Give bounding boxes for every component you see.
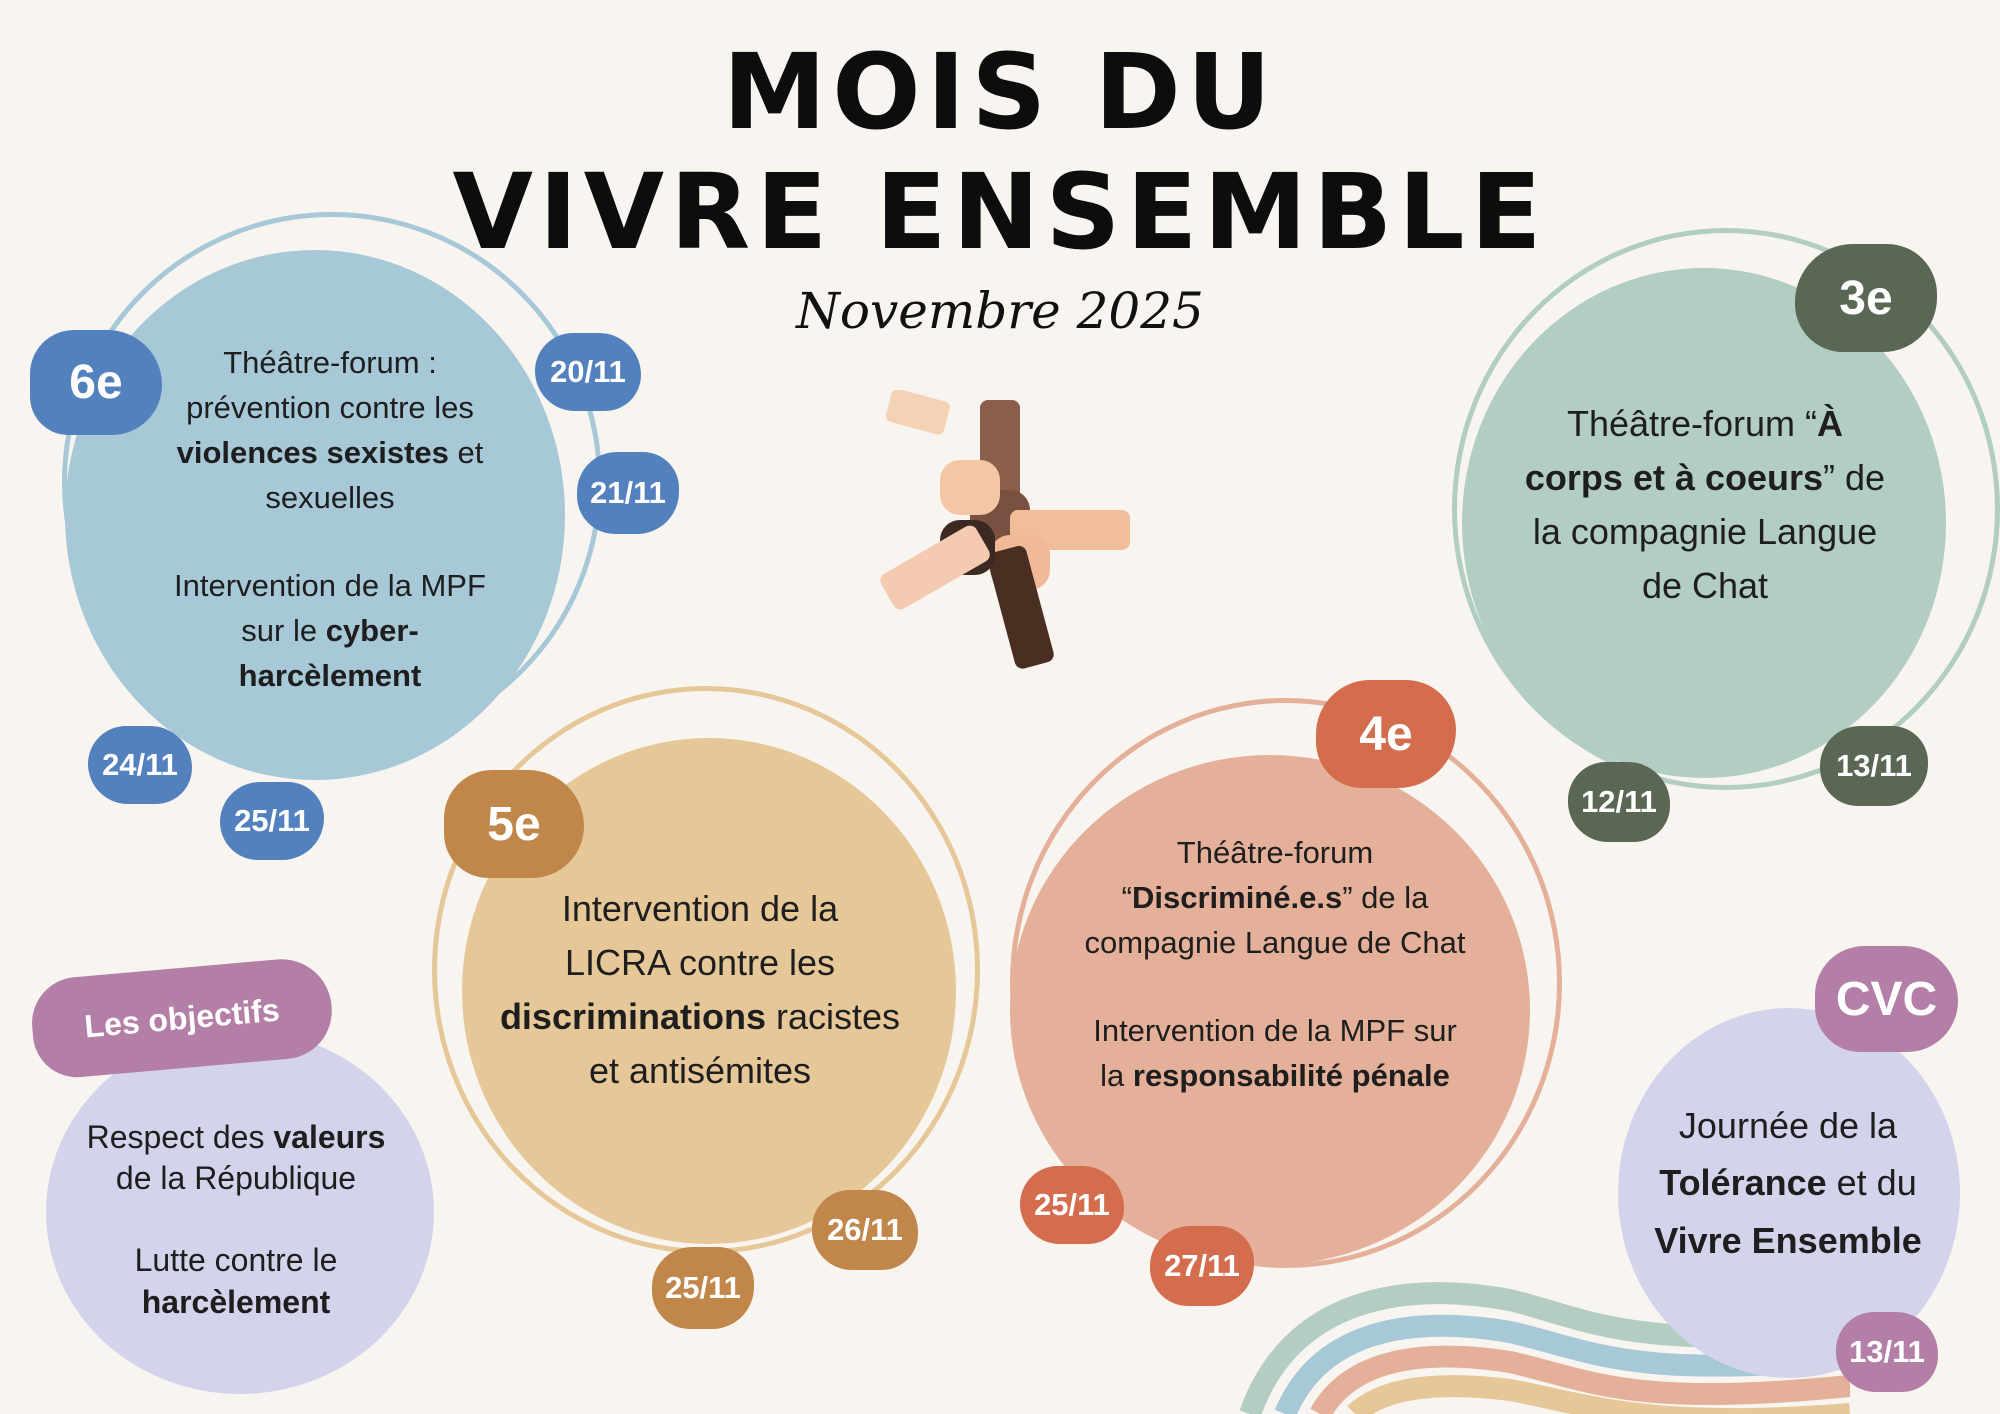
- objectives-content: [56, 1105, 416, 1335]
- objective-2-highlight: harcèlement: [141, 1283, 331, 1320]
- fourth-activity-2-highlight: responsabilité pénale: [1132, 1058, 1450, 1094]
- cvc-activity-line-1: Journée de la: [1678, 1104, 1898, 1146]
- sixth-activity-1-connector: et: [448, 434, 484, 470]
- cvc-activity-line-2: [1659, 1154, 1916, 1212]
- page-title-line-1: MOIS DU: [722, 31, 1278, 153]
- page-title-line-2: VIVRE ENSEMBLE: [452, 151, 1548, 273]
- sixth-date-badge-2: 21/11: [577, 452, 679, 534]
- fourth-quote-open: “: [1121, 879, 1132, 915]
- fifth-activity-line-4: et antisémites: [588, 1050, 812, 1091]
- sixth-date-badge-1: 20/11: [535, 333, 641, 411]
- fifth-activity-suffix: racistes: [766, 996, 901, 1037]
- fifth-activity-line-3: [500, 990, 900, 1044]
- third-activity-suffix: ” de: [1823, 457, 1886, 498]
- fourth-date-badge-2: 27/11: [1150, 1226, 1254, 1306]
- fourth-activity-1-line-3: compagnie Langue de Chat: [1084, 924, 1466, 960]
- objectives-label-badge: Les objectifs: [28, 955, 336, 1081]
- third-activity-line-3: la compagnie Langue: [1532, 511, 1878, 552]
- third-activity-highlight-2: corps et à coeurs: [1524, 457, 1824, 498]
- third-activity-line-4: de Chat: [1641, 565, 1769, 606]
- sixth-activity-1-line-3: [177, 431, 484, 476]
- sixth-activity-2-prefix: sur le: [241, 613, 326, 649]
- page-subtitle: Novembre 2025: [796, 282, 1204, 340]
- fourth-activity-1-highlight: Discriminé.e.s: [1131, 879, 1343, 915]
- cvc-activity-line-3: [1654, 1212, 1922, 1270]
- objective-2-line-1: Lutte contre le: [134, 1242, 338, 1278]
- sixth-activity-2-line-2: [241, 609, 418, 654]
- fourth-quote-close: ” de la: [1342, 879, 1429, 915]
- sixth-activity-1-line-2: prévention contre les: [186, 389, 474, 425]
- cvc-highlight-1: Tolérance: [1659, 1162, 1827, 1204]
- fifth-grade-activity: [480, 860, 920, 1120]
- fourth-grade-badge: 4e: [1316, 680, 1456, 788]
- sixth-activity-2-highlight: cyber-: [325, 613, 419, 649]
- fourth-date-badge-1: 25/11: [1020, 1166, 1124, 1244]
- fifth-activity-highlight: discriminations: [499, 996, 766, 1037]
- fourth-activity-2-line-2: [1100, 1054, 1450, 1099]
- sixth-activity-2-highlight-2: harcèlement: [238, 658, 422, 694]
- fifth-date-badge-1: 26/11: [812, 1190, 918, 1270]
- cvc-badge: CVC: [1815, 946, 1958, 1052]
- objective-1-line-1: [87, 1117, 386, 1159]
- fourth-activity-1-line-2: [1122, 876, 1429, 921]
- sixth-date-badge-3: 24/11: [88, 726, 192, 804]
- sixth-activity-2-line-1: Intervention de la MPF: [174, 568, 486, 604]
- fifth-activity-line-1: Intervention de la: [561, 888, 839, 929]
- third-activity-line-1: [1567, 397, 1843, 451]
- third-date-badge-2: 13/11: [1820, 726, 1928, 806]
- sixth-activity-1-line-1: Théâtre-forum :: [223, 344, 437, 380]
- fifth-activity-line-2: LICRA contre les: [564, 942, 836, 983]
- third-activity-prefix: Théâtre-forum “: [1566, 403, 1818, 444]
- objective-1-prefix: Respect des: [86, 1118, 274, 1155]
- third-activity-line-2: [1525, 451, 1885, 505]
- cvc-connector: et du: [1826, 1162, 1917, 1204]
- sixth-activity-1-line-4: sexuelles: [265, 479, 395, 515]
- fifth-grade-badge: 5e: [444, 770, 584, 878]
- fourth-grade-activities: [1030, 810, 1520, 1120]
- sixth-grade-badge: 6e: [30, 330, 162, 435]
- third-activity-highlight-1: À: [1817, 403, 1844, 444]
- fourth-activity-2-prefix: la: [1100, 1058, 1133, 1094]
- fifth-date-badge-2: 25/11: [652, 1247, 754, 1329]
- objective-1-line-2: de la République: [115, 1160, 357, 1197]
- joined-hands-icon: [860, 390, 1140, 670]
- third-grade-badge: 3e: [1795, 244, 1937, 352]
- sixth-grade-activities: [130, 320, 530, 720]
- fourth-activity-2-line-1: Intervention de la MPF sur: [1093, 1013, 1457, 1049]
- sixth-date-badge-4: 25/11: [220, 782, 324, 860]
- objective-2-line-2: [142, 1282, 331, 1324]
- third-grade-activity: [1480, 390, 1930, 620]
- cvc-activity: [1628, 1088, 1948, 1278]
- cvc-date-badge: 13/11: [1836, 1312, 1938, 1392]
- objective-1-highlight: valeurs: [273, 1118, 386, 1155]
- cvc-highlight-2: Vivre Ensemble: [1654, 1219, 1922, 1261]
- fourth-activity-1-line-1: Théâtre-forum: [1176, 834, 1374, 870]
- sixth-activity-1-highlight: violences sexistes: [176, 434, 449, 470]
- sixth-activity-2-line-3: [239, 654, 422, 699]
- third-date-badge-1: 12/11: [1568, 762, 1670, 842]
